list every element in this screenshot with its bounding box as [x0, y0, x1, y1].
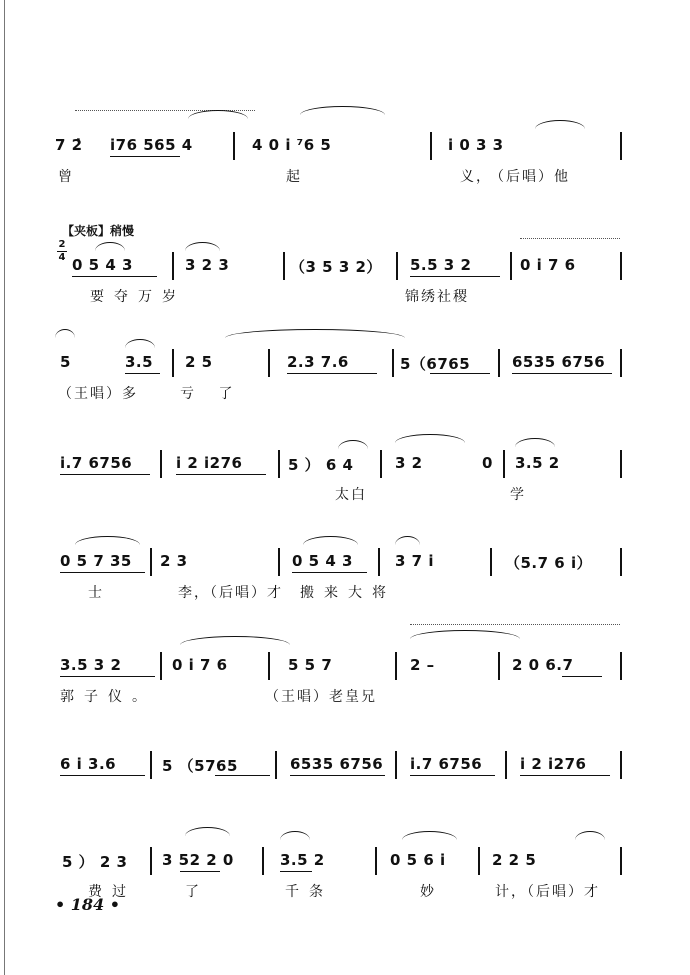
lyric-5-2: 李，（后唱）才	[178, 585, 283, 601]
measure-6-3: 5 5 7	[288, 656, 333, 674]
lyric-2-1: 要夺万岁	[90, 289, 186, 305]
measure-2-2: 3 2 3	[185, 256, 230, 274]
measure-6-4: 2 –	[410, 656, 435, 674]
lyric-8-2: 了	[185, 884, 201, 900]
measure-8-3: 3.5 2	[280, 851, 325, 869]
system-5	[0, 534, 690, 604]
measure-5-5: （5.7 6 i）	[505, 554, 593, 572]
measure-1-2: i76 565 4	[110, 136, 193, 154]
time-signature-top: 2	[58, 239, 66, 250]
system-6	[0, 638, 690, 708]
lyric-2-2: 锦绣社稷	[405, 289, 469, 305]
measure-7-5: i 2 i276	[520, 755, 587, 773]
lyric-1-3: 义，	[460, 169, 492, 185]
lyric-3-1: （王唱）多	[58, 386, 138, 402]
lyric-8-5: 计，（后唱）才	[495, 884, 600, 900]
measure-2-5: 0 i 7 6	[520, 256, 576, 274]
lyric-6-2: （王唱）老皇兄	[265, 689, 377, 705]
system-1	[0, 118, 690, 188]
measure-7-1: 6 i 3.6	[60, 755, 117, 773]
lyric-5-3: 搬来大将	[300, 585, 396, 601]
measure-8-5: 2 2 5	[492, 851, 537, 869]
measure-3-3: 2 5	[185, 353, 213, 371]
time-signature-bottom: 4	[58, 252, 66, 263]
lyric-3-2: 亏 了	[180, 386, 243, 402]
measure-6-2: 0 i 7 6	[172, 656, 228, 674]
measure-6-1: 3.5 3 2	[60, 656, 122, 674]
lyric-8-1: 费过	[88, 884, 136, 900]
lyric-1-1: 曾	[58, 169, 74, 185]
system-4	[0, 436, 690, 506]
measure-4-3: 5 ） 6 4	[288, 456, 354, 474]
measure-2-1: 0 5 4 3	[72, 256, 133, 274]
measure-2-4: 5.5 3 2	[410, 256, 472, 274]
measure-7-4: i.7 6756	[410, 755, 483, 773]
measure-5-1: 0 5 7 35	[60, 552, 132, 570]
measure-5-2: 2 3	[160, 552, 188, 570]
measure-3-4: 2.3 7.6	[287, 353, 349, 371]
system-3	[0, 335, 690, 405]
lyric-8-3: 千条	[285, 884, 333, 900]
measure-8-4: 0 5 6 i	[390, 851, 446, 869]
measure-6-5: 2 0 6.7	[512, 656, 574, 674]
lyric-8-4: 妙	[420, 884, 436, 900]
measure-4-5: 0	[482, 454, 493, 472]
measure-3-6: 6535 6756	[512, 353, 606, 371]
measure-3-1: 5	[60, 353, 71, 371]
measure-4-1: i.7 6756	[60, 454, 133, 472]
measure-1-3: 4 0 i ⁷6 5	[252, 136, 332, 154]
measure-4-2: i 2 i276	[176, 454, 243, 472]
measure-1-1: 7 2̇	[55, 136, 83, 154]
system-2	[0, 238, 690, 308]
page-number: • 184 •	[55, 895, 120, 914]
lyric-4-2: 学	[510, 487, 526, 503]
measure-7-2: 5 （5765	[162, 757, 238, 775]
measure-4-4: 3 2	[395, 454, 423, 472]
section-label: 【夹板】稍慢	[62, 224, 135, 238]
measure-5-3: 0 5 4 3	[292, 552, 353, 570]
lyric-1-4: （后唱）他	[490, 169, 570, 185]
measure-8-1: 5 ） 2 3	[62, 853, 128, 871]
measure-1-4: i 0 3 3	[448, 136, 504, 154]
system-7	[0, 737, 690, 807]
lyric-1-2: 起	[286, 169, 302, 185]
lyric-6-1: 郭子仪。	[60, 689, 156, 705]
lyric-5-1: 士	[88, 585, 104, 601]
system-8	[0, 833, 690, 903]
measure-8-2: 3 52 2 0	[162, 851, 234, 869]
lyric-4-1: 太白	[335, 487, 367, 503]
measure-7-3: 6535 6756	[290, 755, 384, 773]
measure-3-2: 3.5	[125, 353, 154, 371]
measure-4-6: 3.5 2	[515, 454, 560, 472]
measure-3-5: 5（6765	[400, 355, 471, 373]
measure-5-4: 3 7 i	[395, 552, 434, 570]
measure-2-3: （3 5 3 2）	[290, 258, 382, 276]
